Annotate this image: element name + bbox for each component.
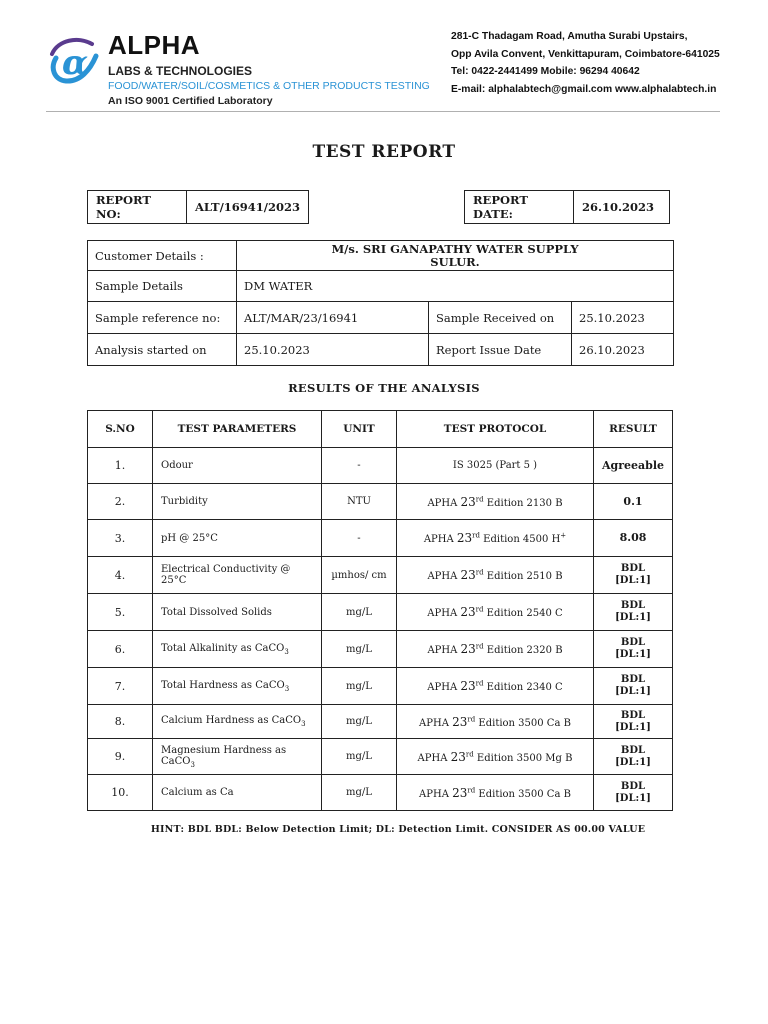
row-sno: 4.	[88, 557, 153, 594]
row-parameter: Total Hardness as CaCO$_3$	[153, 668, 322, 705]
results-table	[87, 410, 673, 811]
hint-note: HINT: BDL BDL: Below Detection Limit; DL: Detection Limit. CONSIDER AS 00.00 VALUE	[150, 824, 646, 835]
row-unit: mg/L	[322, 739, 397, 775]
result-value: 0.1	[623, 494, 643, 508]
result-value: BDL	[620, 780, 646, 792]
result-value: Agreeable	[601, 458, 664, 472]
report-date-value: 26.10.2023	[574, 191, 670, 224]
row-result	[594, 557, 673, 594]
row-result	[594, 520, 673, 557]
row-protocol: IS 3025 (Part 5 )	[397, 448, 594, 484]
customer-label: Customer Details :	[88, 241, 237, 271]
row-protocol: APHA 23rd Edition 3500 Ca B	[397, 775, 594, 811]
row-result	[594, 594, 673, 631]
row-unit: -	[322, 520, 397, 557]
result-value: BDL	[620, 637, 646, 648]
row-protocol: APHA 23rd Edition 2540 C	[397, 594, 594, 631]
row-result	[594, 668, 673, 705]
row-parameter: Calcium as Ca	[153, 775, 322, 811]
row-protocol: APHA 23rd Edition 3500 Mg B	[397, 739, 594, 775]
table-row	[88, 520, 673, 557]
row-sno: 7.	[88, 668, 153, 705]
page-title: TEST REPORT	[312, 142, 456, 162]
row-protocol: APHA 23rd Edition 2510 B	[397, 557, 594, 594]
row-protocol: APHA 23rd Edition 4500 H+	[397, 520, 594, 557]
row-unit: mg/L	[322, 705, 397, 739]
services-tagline: FOOD/WATER/SOIL/COSMETICS & OTHER PRODUCTS TESTING	[108, 80, 430, 92]
detection-limit: [DL:1]	[615, 575, 651, 586]
email-web-line: E-mail: alphalabtech@gmail.com www.alphalabtech.in	[451, 83, 717, 95]
detection-limit: [DL:1]	[615, 756, 651, 768]
result-value: BDL	[620, 674, 646, 685]
row-result	[594, 739, 673, 775]
table-row	[88, 739, 673, 775]
row-parameter: Magnesium Hardness as CaCO$_3$	[153, 739, 322, 775]
received-label: Sample Received on	[429, 302, 572, 334]
row-parameter: pH @ 25°C	[153, 520, 322, 557]
row-unit: µmhos/ cm	[322, 557, 397, 594]
row-sno: 2.	[88, 484, 153, 520]
row-parameter: Calcium Hardness as CaCO$_3$	[153, 705, 322, 739]
table-row	[88, 631, 673, 668]
row-parameter: Odour	[153, 448, 322, 484]
table-row	[88, 668, 673, 705]
row-result	[594, 705, 673, 739]
report-date-box	[464, 190, 670, 224]
table-row	[88, 594, 673, 631]
issue-date-value: 26.10.2023	[572, 334, 674, 366]
table-row	[88, 448, 673, 484]
report-date-label: REPORT DATE:	[465, 191, 574, 224]
sample-ref-label: Sample reference no:	[88, 302, 237, 334]
sample-details-label: Sample Details	[88, 271, 237, 302]
customer-name-line2: SULUR.	[430, 254, 480, 269]
row-protocol: APHA 23rd Edition 3500 Ca B	[397, 705, 594, 739]
row-sno: 8.	[88, 705, 153, 739]
company-name: ALPHA	[108, 30, 201, 60]
detection-limit: [DL:1]	[615, 792, 651, 804]
report-no-value: ALT/16941/2023	[186, 191, 308, 224]
alpha-logo-icon	[46, 36, 104, 84]
table-row	[88, 705, 673, 739]
detection-limit: [DL:1]	[615, 721, 651, 733]
results-heading: RESULTS OF THE ANALYSIS	[288, 381, 480, 395]
row-result	[594, 484, 673, 520]
sample-ref-value: ALT/MAR/23/16941	[237, 302, 429, 334]
result-value: BDL	[620, 709, 646, 721]
logo-glyph: α	[62, 43, 89, 83]
report-no-label: REPORT NO:	[88, 191, 187, 224]
address-line: Opp Avila Convent, Venkittapuram, Coimbatore-641025	[451, 48, 720, 60]
row-parameter: Total Dissolved Solids	[153, 594, 322, 631]
result-value: BDL	[620, 563, 646, 574]
row-result	[594, 448, 673, 484]
row-sno: 10.	[88, 775, 153, 811]
row-unit: mg/L	[322, 668, 397, 705]
table-row	[88, 484, 673, 520]
row-unit: NTU	[322, 484, 397, 520]
col-header-parameters: TEST PARAMETERS	[153, 411, 322, 448]
table-row	[88, 557, 673, 594]
received-value: 25.10.2023	[572, 302, 674, 334]
row-sno: 3.	[88, 520, 153, 557]
row-protocol: APHA 23rd Edition 2340 C	[397, 668, 594, 705]
company-subtitle: LABS & TECHNOLOGIES	[108, 64, 253, 78]
address-block	[451, 28, 720, 98]
row-sno: 1.	[88, 448, 153, 484]
col-header-result: RESULT	[594, 411, 673, 448]
detection-limit: [DL:1]	[615, 686, 651, 697]
customer-name	[237, 241, 674, 271]
row-unit: mg/L	[322, 775, 397, 811]
col-header-unit: UNIT	[322, 411, 397, 448]
result-value: BDL	[620, 744, 646, 756]
header-divider	[46, 111, 720, 112]
row-unit: mg/L	[322, 631, 397, 668]
sample-details-value: DM WATER	[237, 271, 674, 302]
customer-details-table	[87, 240, 674, 366]
col-header-sno: S.NO	[88, 411, 153, 448]
iso-certification: An ISO 9001 Certified Laboratory	[108, 95, 273, 107]
issue-date-label: Report Issue Date	[429, 334, 572, 366]
row-result	[594, 775, 673, 811]
row-parameter: Electrical Conductivity @ 25°C	[153, 557, 322, 594]
phone-line: Tel: 0422-2441499 Mobile: 96294 40642	[451, 66, 640, 77]
row-parameter: Turbidity	[153, 484, 322, 520]
row-sno: 9.	[88, 739, 153, 775]
letterhead	[0, 0, 768, 115]
col-header-protocol: TEST PROTOCOL	[397, 411, 594, 448]
row-sno: 5.	[88, 594, 153, 631]
row-result	[594, 631, 673, 668]
detection-limit: [DL:1]	[615, 612, 651, 623]
row-sno: 6.	[88, 631, 153, 668]
detection-limit: [DL:1]	[615, 649, 651, 660]
customer-name-line1: M/s. SRI GANAPATHY WATER SUPPLY	[331, 241, 579, 256]
row-unit: mg/L	[322, 594, 397, 631]
analysis-started-value: 25.10.2023	[237, 334, 429, 366]
address-line: 281-C Thadagam Road, Amutha Surabi Upstairs,	[451, 31, 688, 42]
analysis-started-label: Analysis started on	[88, 334, 237, 366]
table-row	[88, 775, 673, 811]
row-protocol: APHA 23rd Edition 2320 B	[397, 631, 594, 668]
brand-block	[108, 30, 430, 108]
result-value: 8.08	[619, 531, 647, 544]
row-unit: -	[322, 448, 397, 484]
result-value: BDL	[620, 600, 646, 611]
row-parameter: Total Alkalinity as CaCO$_3$	[153, 631, 322, 668]
report-number-box	[87, 190, 309, 224]
row-protocol: APHA 23rd Edition 2130 B	[397, 484, 594, 520]
